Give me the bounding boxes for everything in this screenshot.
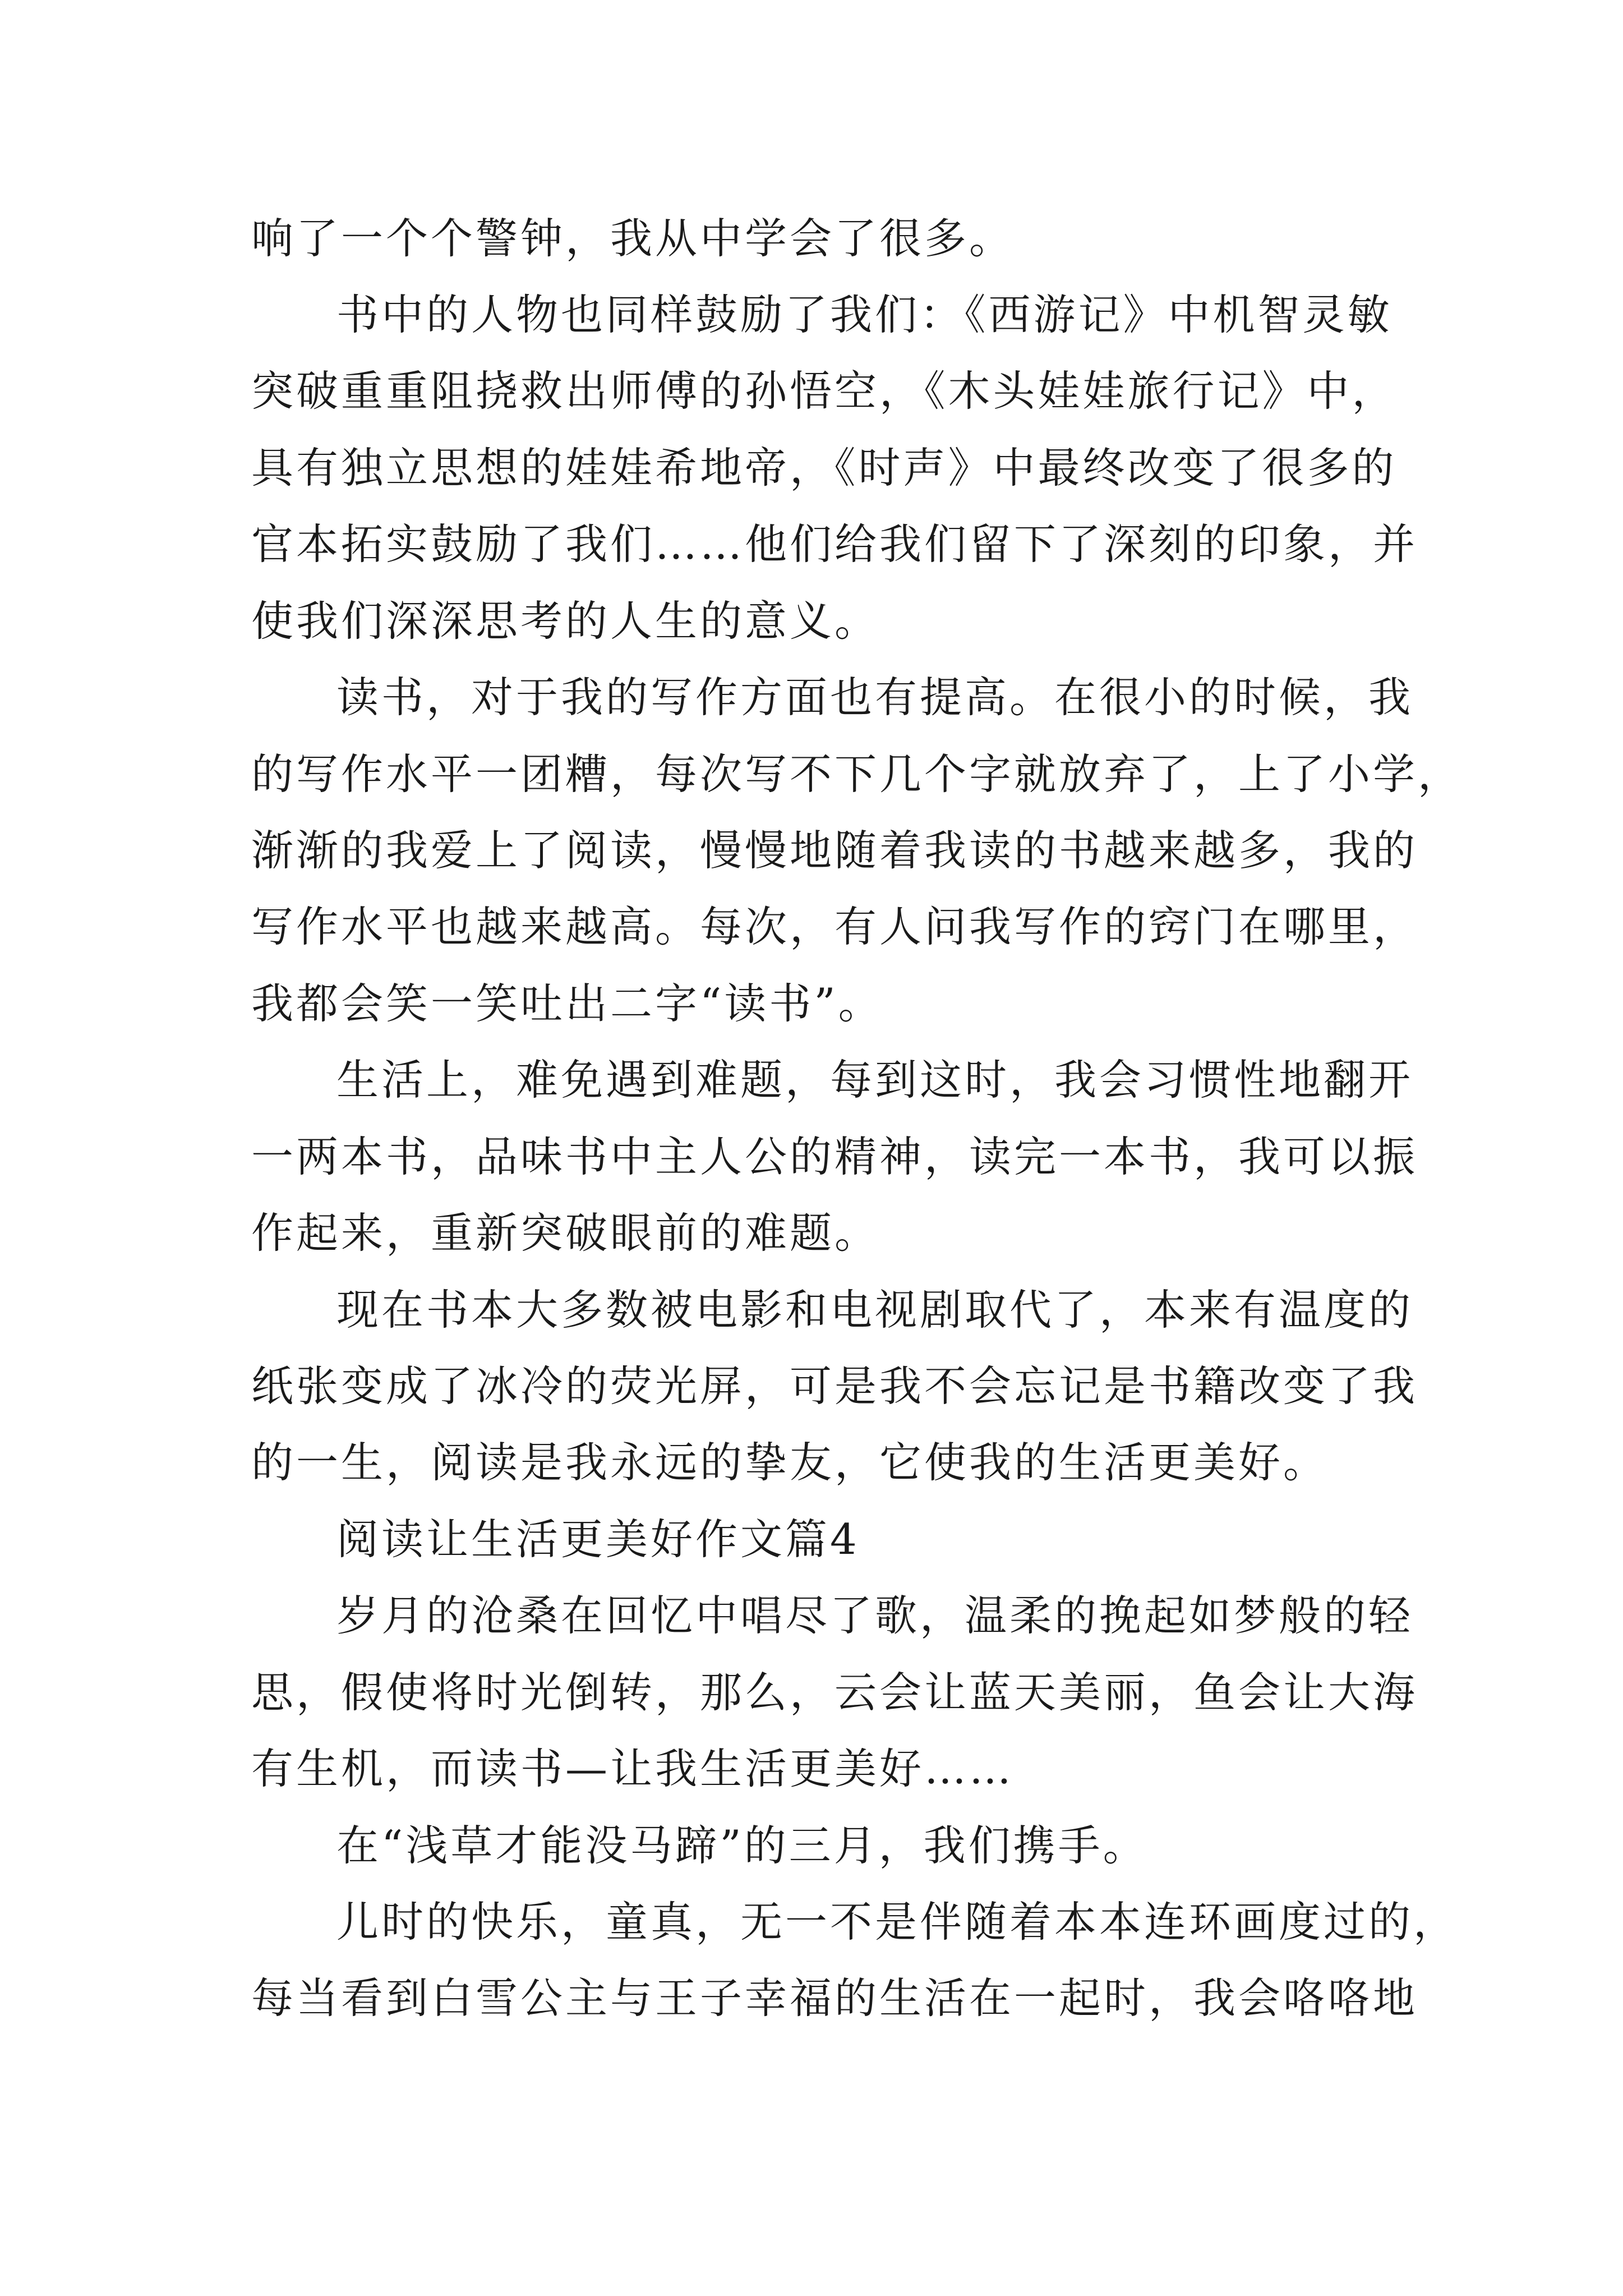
text-line: 纸张变成了冰冷的荧光屏，可是我不会忘记是书籍改变了我	[251, 1361, 1418, 1411]
text-line: 写作水平也越来越高。每次，有人问我写作的窍门在哪里，	[251, 902, 1418, 951]
text-line: 一两本书，品味书中主人公的精神，读完一本书，我可以振	[251, 1132, 1418, 1181]
text-line: 的一生，阅读是我永远的挚友，它使我的生活更美好。	[251, 1438, 1329, 1487]
text-line: 突破重重阻挠救出师傅的孙悟空，《木头娃娃旅行记》中，	[251, 366, 1397, 416]
text-line: 响了一个个警钟，我从中学会了很多。	[251, 214, 1015, 263]
paragraph-start-line: 书中的人物也同样鼓励了我们：《西游记》中机智灵敏	[336, 290, 1393, 339]
text-line: 我都会笑一笑吐出二字“读书”。	[251, 979, 883, 1028]
text-line: 作起来，重新突破眼前的难题。	[251, 1208, 880, 1258]
text-line: 官本拓实鼓励了我们……他们给我们留下了深刻的印象，并	[251, 519, 1418, 569]
paragraph-start-line: 现在书本大多数被电影和电视剧取代了，本来有温度的	[336, 1285, 1414, 1335]
text-line: 使我们深深思考的人生的意义。	[251, 596, 880, 646]
paragraph-start-line: 读书，对于我的写作方面也有提高。在很小的时候，我	[336, 673, 1414, 722]
text-line: 具有独立思想的娃娃希地帝，《时声》中最终改变了很多的	[251, 443, 1397, 493]
paragraph-start-line: 儿时的快乐，童真，无一不是伴随着本本连环画度过的，	[336, 1897, 1459, 1947]
section-heading: 阅读让生活更美好作文篇4	[336, 1515, 860, 1564]
paragraph-start-line: 在“浅草才能没马蹄”的三月，我们携手。	[336, 1821, 1148, 1870]
text-line: 每当看到白雪公主与王子幸福的生活在一起时，我会咯咯地	[251, 1973, 1418, 2023]
text-line: 渐渐的我爱上了阅读，慢慢地随着我读的书越来越多，我的	[251, 826, 1418, 875]
paragraph-start-line: 生活上，难免遇到难题，每到这时，我会习惯性地翻开	[336, 1055, 1414, 1105]
paragraph-start-line: 岁月的沧桑在回忆中唱尽了歌，温柔的挽起如梦般的轻	[336, 1591, 1414, 1640]
text-line: 有生机，而读书—让我生活更美好……	[251, 1744, 1015, 1793]
text-line: 的写作水平一团糟，每次写不下几个字就放弃了，上了小学，	[251, 749, 1463, 799]
text-line: 思，假使将时光倒转，那么，云会让蓝天美丽，鱼会让大海	[251, 1668, 1418, 1717]
